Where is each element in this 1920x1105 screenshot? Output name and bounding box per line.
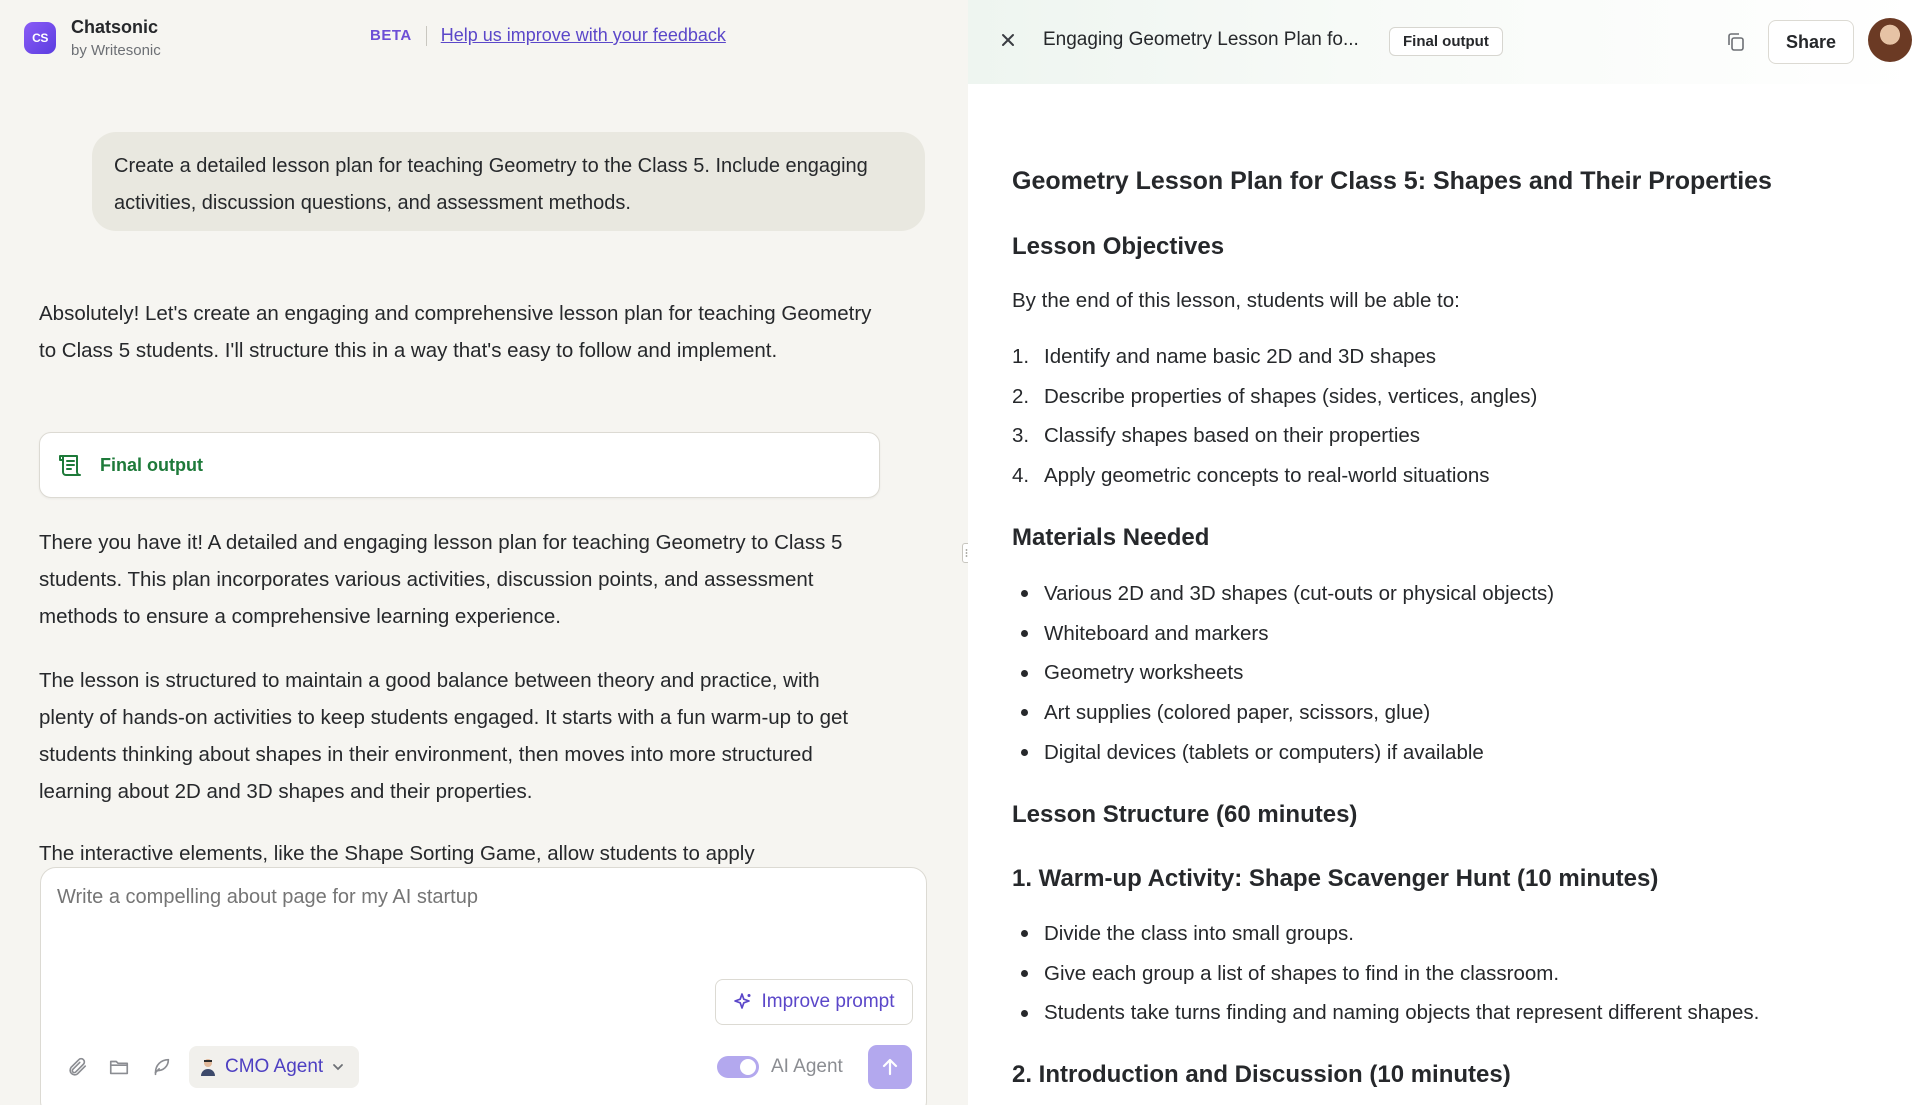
list-item: 2. Describe properties of shapes (sides, vertices, angles) bbox=[1012, 384, 1538, 408]
list-item bbox=[1012, 653, 1554, 693]
divider bbox=[426, 26, 427, 46]
list-item-text: Identify and name basic 2D and 3D shapes bbox=[1044, 344, 1437, 368]
document-header bbox=[968, 0, 1920, 84]
list-item bbox=[1012, 693, 1554, 733]
list-item: 1. Identify and name basic 2D and 3D shapes bbox=[1012, 344, 1437, 368]
assistant-para-2: There you have it! A detailed and engaging lesson plan for teaching Geometry to Class 5 students. This plan incorporates various activities, discussion points, and assessment methods to ensure a comprehensive learning experience. bbox=[39, 531, 843, 628]
ai-agent-toggle[interactable] bbox=[717, 1056, 759, 1078]
list-item-text: Digital devices (tablets or computers) if available bbox=[1044, 740, 1484, 764]
copy-button[interactable] bbox=[1722, 28, 1750, 56]
user-message: Create a detailed lesson plan for teaching Geometry to the Class 5. Include engaging activities, discussion questions, and assessment methods. bbox=[92, 132, 925, 231]
agent-avatar-icon bbox=[199, 1057, 217, 1077]
ai-agent-toggle-wrap bbox=[717, 1056, 843, 1078]
list-item-text: Divide the class into small groups. bbox=[1044, 921, 1354, 945]
objectives-list bbox=[1012, 337, 1537, 496]
list-item-text: Describe properties of shapes (sides, vertices, angles) bbox=[1044, 384, 1538, 408]
final-output-card[interactable] bbox=[39, 432, 880, 498]
document-panel bbox=[968, 0, 1920, 1105]
list-item bbox=[1012, 993, 1759, 1033]
close-icon bbox=[1000, 32, 1016, 48]
beta-badge: BETA bbox=[370, 27, 412, 44]
top-bar bbox=[0, 0, 968, 76]
list-item bbox=[1012, 614, 1554, 654]
sparkle-icon bbox=[733, 992, 753, 1012]
ai-agent-label: AI Agent bbox=[771, 1056, 843, 1077]
list-item bbox=[1012, 574, 1554, 614]
composer bbox=[40, 867, 927, 1105]
improve-prompt-button[interactable] bbox=[715, 979, 913, 1025]
doc-title: Geometry Lesson Plan for Class 5: Shapes and Their Properties bbox=[1012, 167, 1772, 195]
objectives-intro: By the end of this lesson, students will be able to: bbox=[1012, 289, 1460, 312]
folder-icon bbox=[108, 1056, 130, 1078]
brand-by: by Writesonic bbox=[71, 42, 161, 59]
arrow-up-icon bbox=[879, 1056, 901, 1078]
feedback-link[interactable]: Help us improve with your feedback bbox=[440, 25, 726, 45]
chevron-down-icon bbox=[331, 1060, 345, 1074]
close-button[interactable] bbox=[996, 28, 1020, 52]
assistant-para-3: The lesson is structured to maintain a good balance between theory and practice, with plenty of hands-on activities to keep students engaged. It starts with a fun warm-up to get students thinking about shapes in their environment, then moves into more structured learning about 2D and 3D shapes and their properties. bbox=[39, 669, 849, 803]
list-item-text: Apply geometric concepts to real-world situations bbox=[1044, 463, 1490, 487]
scroll-icon bbox=[57, 451, 85, 479]
list-item-text: Students take turns finding and naming objects that represent different shapes. bbox=[1044, 1001, 1760, 1025]
list-item-text: Classify shapes based on their properties bbox=[1044, 424, 1421, 448]
improve-prompt-label: Improve prompt bbox=[761, 991, 895, 1012]
list-item-text: Geometry worksheets bbox=[1044, 661, 1244, 685]
brand-name: Chatsonic bbox=[71, 17, 159, 37]
final-output-badge: Final output bbox=[1389, 27, 1503, 56]
folder-button[interactable] bbox=[105, 1053, 133, 1081]
brand bbox=[71, 17, 161, 59]
feather-icon bbox=[150, 1056, 172, 1078]
materials-list bbox=[1012, 574, 1554, 772]
agent-selector[interactable] bbox=[189, 1046, 359, 1088]
list-item-text: Give each group a list of shapes to find in the classroom. bbox=[1044, 961, 1560, 985]
objectives-heading: Lesson Objectives bbox=[1012, 233, 1225, 260]
send-button[interactable] bbox=[868, 1045, 912, 1089]
list-item-text: Various 2D and 3D shapes (cut-outs or physical objects) bbox=[1044, 581, 1555, 605]
chatsonic-logo[interactable]: CS bbox=[24, 22, 56, 54]
document-title: Engaging Geometry Lesson Plan fo... bbox=[1043, 29, 1359, 50]
list-item: 3. Classify shapes based on their properties bbox=[1012, 424, 1421, 448]
style-button[interactable] bbox=[147, 1053, 175, 1081]
final-output-label: Final output bbox=[100, 454, 203, 475]
list-item bbox=[1012, 914, 1759, 954]
beta-banner bbox=[370, 25, 726, 46]
warmup-heading: 1. Warm-up Activity: Shape Scavenger Hunt (10 minutes) bbox=[1012, 865, 1659, 892]
copy-icon bbox=[1725, 31, 1747, 53]
list-item-text: Whiteboard and markers bbox=[1044, 621, 1269, 645]
assistant-para-4: The interactive elements, like the Shape Sorting Game, allow students to apply bbox=[39, 842, 755, 865]
paperclip-icon bbox=[66, 1056, 88, 1078]
agent-label: CMO Agent bbox=[225, 1056, 324, 1077]
share-button[interactable]: Share bbox=[1768, 20, 1854, 64]
attach-button[interactable] bbox=[63, 1053, 91, 1081]
intro-discussion-heading: 2. Introduction and Discussion (10 minutes) bbox=[1012, 1061, 1511, 1088]
user-avatar[interactable] bbox=[1868, 18, 1912, 62]
materials-heading: Materials Needed bbox=[1012, 524, 1210, 551]
list-item bbox=[1012, 954, 1759, 994]
list-item bbox=[1012, 733, 1554, 773]
list-item-text: Art supplies (colored paper, scissors, glue) bbox=[1044, 700, 1431, 724]
assistant-intro: Absolutely! Let's create an engaging and comprehensive lesson plan for teaching Geometry to Class 5 students. I'll structure this in a way that's easy to follow and implement. bbox=[39, 302, 872, 362]
structure-heading: Lesson Structure (60 minutes) bbox=[1012, 801, 1358, 828]
prompt-input[interactable] bbox=[57, 886, 897, 909]
warmup-list bbox=[1012, 914, 1759, 1033]
composer-tools bbox=[63, 1046, 359, 1088]
list-item: 4. Apply geometric concepts to real-world situations bbox=[1012, 463, 1490, 487]
